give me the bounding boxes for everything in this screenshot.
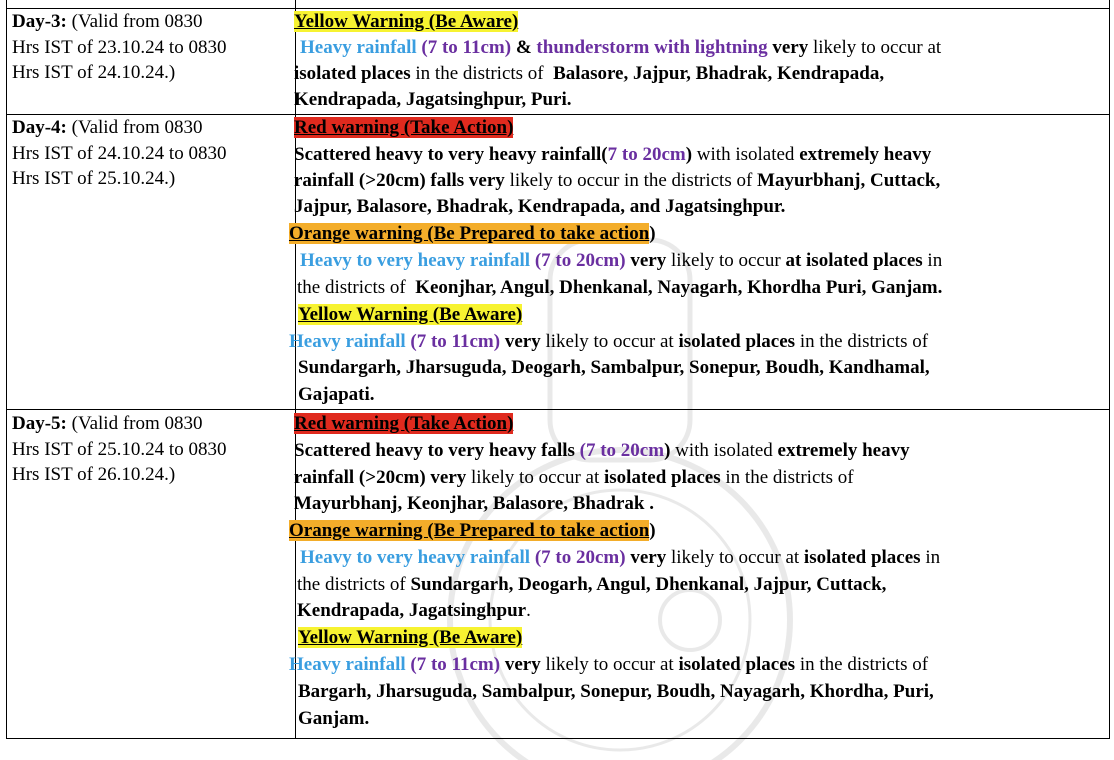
day4-orange-line2: the districts of Keonjhar, Angul, Dhenkanal, Nayagarh, Khordha Puri, Ganjam. [297,277,943,298]
day4-yellow-title: Yellow Warning (Be Aware) [298,304,523,325]
day4-orange-line1: Heavy to very heavy rainfall (7 to 20cm) very likely to occur at isolated places in [300,250,943,271]
day5-yellow-line2: Bargarh, Jharsuguda, Sambalpur, Sonepur, Boudh, Nayagarh, Khordha, Puri, [298,681,934,702]
day5-red-line3: Mayurbhanj, Keonjhar, Balasore, Bhadrak . [294,493,654,514]
day5-orange-line1: Heavy to very heavy rainfall (7 to 20cm) very likely to occur at isolated places in [300,547,941,568]
day3-line2: isolated places in the districts of Balasore, Jajpur, Bhadrak, Kendrapada, [294,63,885,84]
day4-orange-title: Orange warning (Be Prepared to take action) [289,223,656,244]
day4-yellow-line3: Gajapati. [298,384,375,405]
day5-yellow-line3: Ganjam. [298,708,370,729]
day4-red-title: Red warning (Take Action) [294,117,514,138]
day3-line3: Kendrapada, Jagatsinghpur, Puri. [294,89,572,110]
day4-red-line1: Scattered heavy to very heavy rainfall(7 to 20cm) with isolated extremely heavy [294,144,932,165]
day4-yellow-line1: Heavy rainfall (7 to 11cm) very likely to occur at isolated places in the districts of [289,331,929,352]
day3-validity: Day-3: (Valid from 0830 Hrs IST of 23.10.24 to 0830 Hrs IST of 24.10.24.) [12,11,227,83]
day4-red-line3: Jajpur, Balasore, Bhadrak, Kendrapada, and Jagatsinghpur. [294,196,786,217]
day5-yellow-title: Yellow Warning (Be Aware) [298,627,523,648]
day4-yellow-line2: Sundargarh, Jharsuguda, Deogarh, Sambalpur, Sonepur, Boudh, Kandhamal, [298,357,930,378]
day4-validity: Day-4: (Valid from 0830 Hrs IST of 24.10.24 to 0830 Hrs IST of 25.10.24.) [12,117,227,189]
day3-yellow-title: Yellow Warning (Be Aware) [294,11,519,32]
day5-orange-line3: Kendrapada, Jagatsinghpur. [297,600,531,621]
day5-red-line2: rainfall (>20cm) very likely to occur at isolated places in the districts of [294,467,854,488]
day5-orange-line2: the districts of Sundargarh, Deogarh, Angul, Dhenkanal, Jajpur, Cuttack, [297,574,887,595]
day4-red-line2: rainfall (>20cm) falls very likely to occur in the districts of Mayurbhanj, Cuttack, [294,170,941,191]
day5-red-line1: Scattered heavy to very heavy falls (7 to 20cm) with isolated extremely heavy [294,440,910,461]
day3-line1: Heavy rainfall (7 to 11cm) & thunderstorm with lightning very likely to occur at [300,37,942,58]
day5-validity: Day-5: (Valid from 0830 Hrs IST of 25.10.24 to 0830 Hrs IST of 26.10.24.) [12,413,227,485]
day5-yellow-line1: Heavy rainfall (7 to 11cm) very likely to occur at isolated places in the districts of [289,654,929,675]
day5-red-title: Red warning (Take Action) [294,413,514,434]
day5-orange-title: Orange warning (Be Prepared to take action) [289,520,656,541]
